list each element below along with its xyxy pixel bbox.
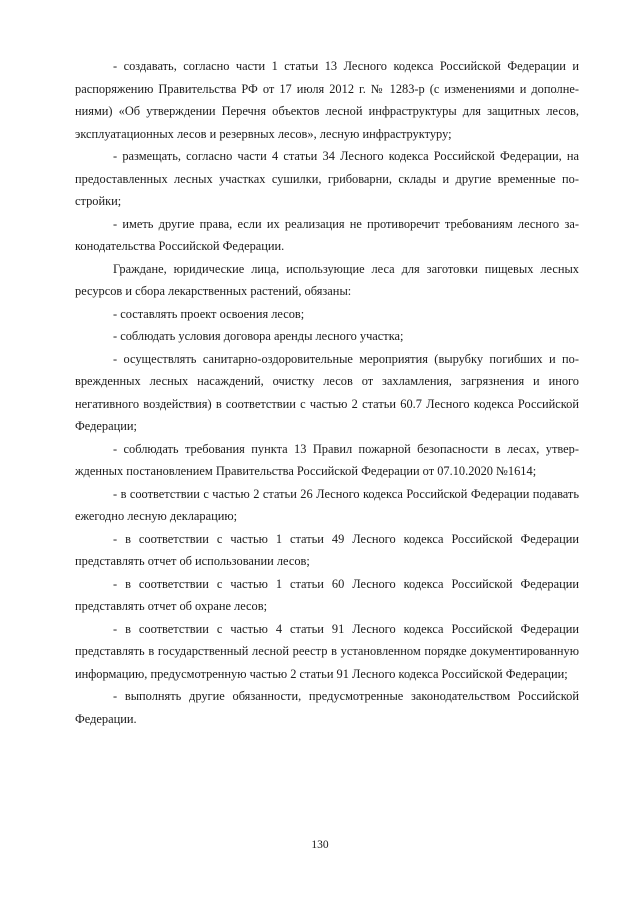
paragraph: - составлять проект освоения лесов; [113,306,305,321]
paragraph: - создавать, согласно части 1 статьи 13 Лесного кодекса Российской Федерации и распоряжению Правительства РФ от 17 июля 2012 г. № 1283-р (с изменениями и дополнениями) «Об утверждении Перечня объектов лесной инфраструктуры для защитных лесов, эксплуатационных лесов и резервных лесов», лесную инфраструктуру; [75,59,579,141]
paragraph: - соблюдать условия договора аренды лесного участка; [113,329,404,343]
paragraph: - в соответствии с частью 2 статьи 26 Лесного кодекса Российской Федерации подавать ежегодно лесную декларацию; [75,486,579,523]
paragraph: - в соответствии с частью 1 статьи 49 Лесного кодекса Российской Федерации представлять отчет об использовании лесов; [75,531,579,568]
paragraph: - иметь другие права, если их реализация не противоречит требованиям лесного законодательства Российской Федерации. [75,216,579,253]
paragraph: - осуществлять санитарно-оздоровительные мероприятия (вырубку погибших и поврежденных лесных насаждений, очистку лесов от захламления, загрязнения и иного негативного воздействия) в соответствии с частью 2 статьи 60.7 Лесного кодекса Российской Федерации; [75,351,579,433]
paragraph: - соблюдать требования пункта 13 Правил пожарной безопасности в лесах, утвержденных постановлением Правительства Российской Федерации от 07.10.2020 №1614; [75,441,579,478]
paragraph: - в соответствии с частью 4 статьи 91 Лесного кодекса Российской Федерации представлять в государственный лесной реестр в установленном порядке документированную информацию, предусмотренную частью 2 статьи 91 Лесного кодекса Российской Федерации; [75,621,579,681]
document-body [75,55,579,730]
paragraph: - размещать, согласно части 4 статьи 34 Лесного кодекса Российской Федерации, на предоставленных лесных участках сушилки, грибоварни, склады и другие временные постройки; [75,149,579,208]
paragraph: - выполнять другие обязанности, предусмотренные законодательством Российской Федерации. [75,689,579,726]
paragraph: Граждане, юридические лица, использующие леса для заготовки пищевых лесных ресурсов и сбора лекарственных растений, обязаны: [75,261,579,298]
paragraph: - в соответствии с частью 1 статьи 60 Лесного кодекса Российской Федерации представлять отчет об охране лесов; [75,576,579,613]
page-number: 130 [311,839,329,851]
